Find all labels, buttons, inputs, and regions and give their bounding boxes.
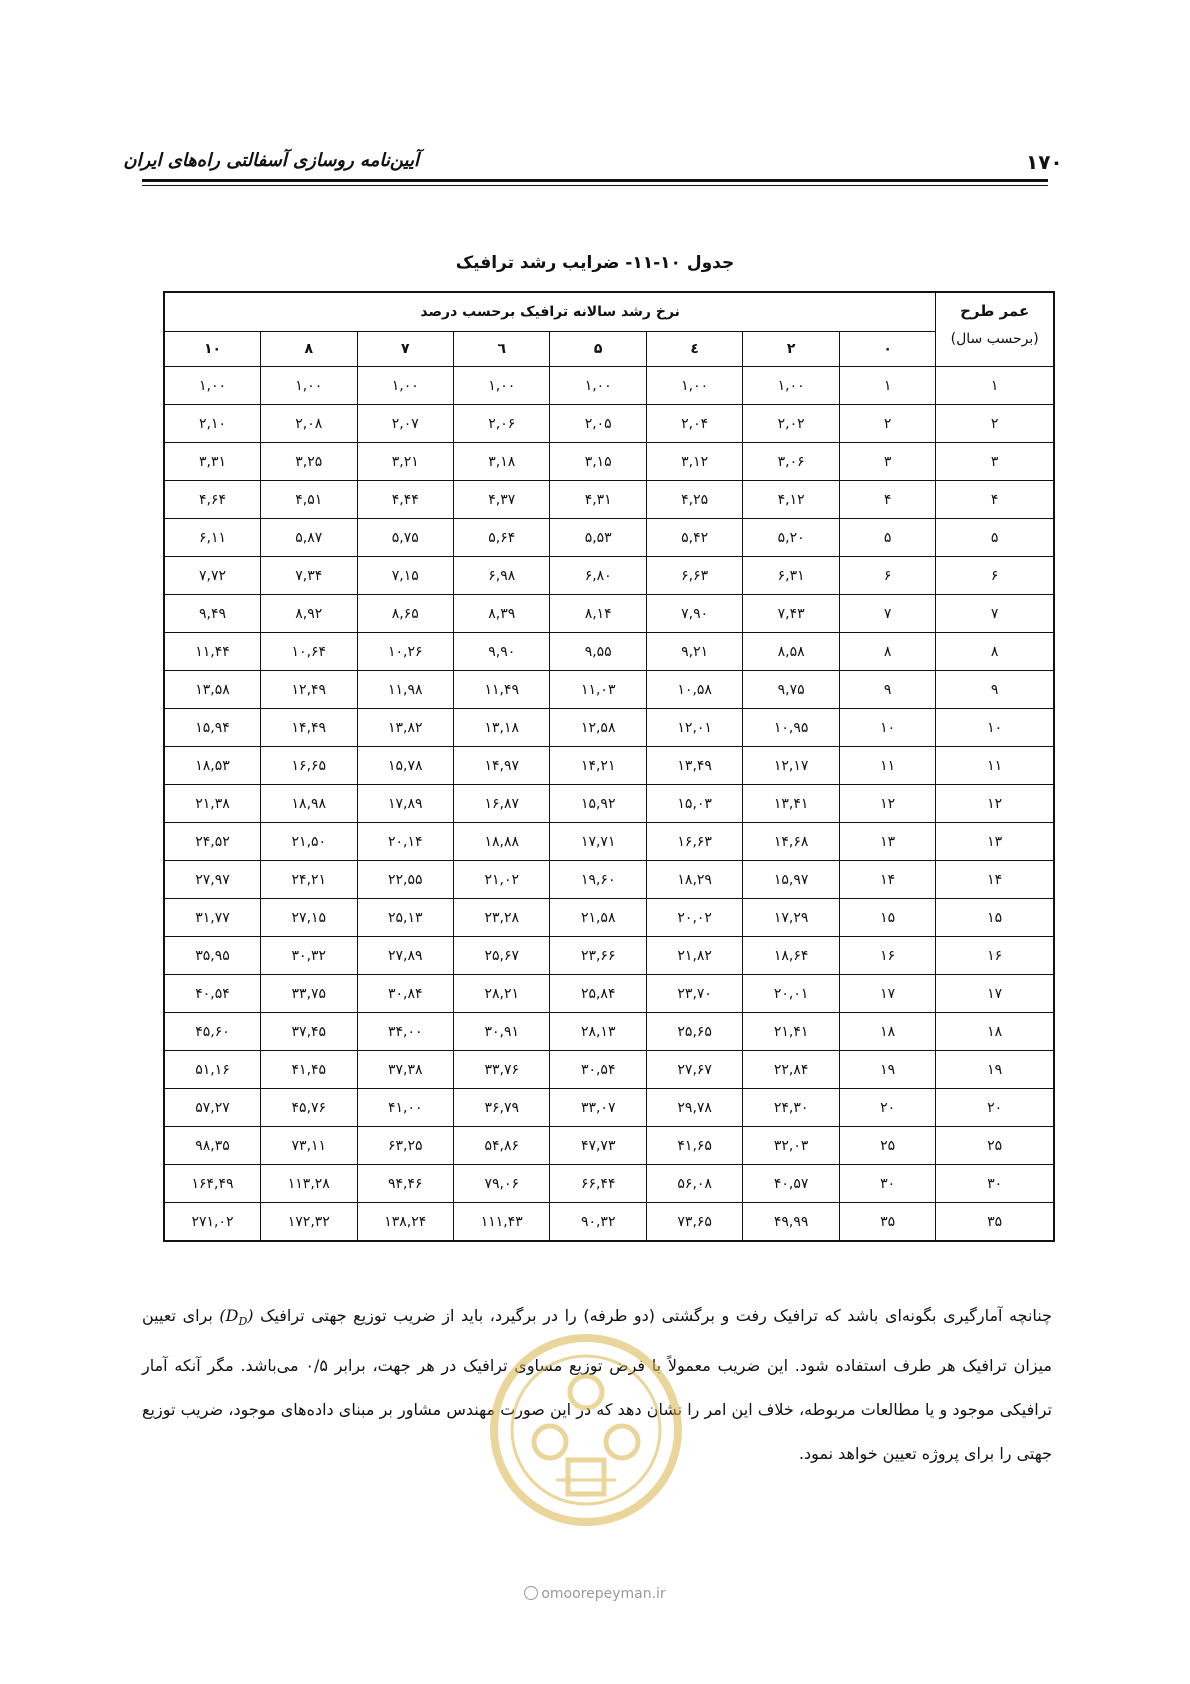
growth-factor-cell: ۳۲,۰۳ bbox=[743, 1127, 839, 1165]
growth-factor-cell: ۱۲ bbox=[839, 785, 935, 823]
design-life-cell: ۵ bbox=[936, 519, 1054, 557]
growth-factor-cell: ۱۹ bbox=[839, 1051, 935, 1089]
growth-factor-cell: ۱۴,۶۸ bbox=[743, 823, 839, 861]
growth-factor-cell: ۱۲,۰۱ bbox=[646, 709, 742, 747]
growth-factor-cell: ۲۳,۲۸ bbox=[454, 899, 550, 937]
growth-factor-cell: ۲۰,۰۱ bbox=[743, 975, 839, 1013]
growth-factor-cell: ۹,۴۹ bbox=[164, 595, 261, 633]
growth-factor-cell: ۱۸,۹۸ bbox=[261, 785, 357, 823]
growth-factor-cell: ۱۵,۹۴ bbox=[164, 709, 261, 747]
growth-factor-cell: ۵,۴۲ bbox=[646, 519, 742, 557]
growth-factor-cell: ۱۸ bbox=[839, 1013, 935, 1051]
rate-header-cell: ٦ bbox=[454, 332, 550, 367]
growth-factor-cell: ۲۹,۷۸ bbox=[646, 1089, 742, 1127]
growth-factor-cell: ۵۴,۸۶ bbox=[454, 1127, 550, 1165]
growth-factor-cell: ۱۷۲,۳۲ bbox=[261, 1203, 357, 1242]
growth-factor-cell: ۳۳,۷۵ bbox=[261, 975, 357, 1013]
rate-header-cell: ۵ bbox=[550, 332, 646, 367]
growth-factor-cell: ۱۸,۲۹ bbox=[646, 861, 742, 899]
growth-factor-cell: ۱۴,۴۹ bbox=[261, 709, 357, 747]
growth-factor-cell: ۱۸,۵۳ bbox=[164, 747, 261, 785]
design-life-cell: ۳ bbox=[936, 443, 1054, 481]
growth-factor-cell: ۶۳,۲۵ bbox=[357, 1127, 453, 1165]
table-row bbox=[164, 481, 1054, 519]
growth-factor-cell: ۲,۰۵ bbox=[550, 405, 646, 443]
growth-factor-cell: ۴,۳۱ bbox=[550, 481, 646, 519]
growth-factor-cell: ۲,۰۲ bbox=[743, 405, 839, 443]
growth-factor-cell: ۵,۷۵ bbox=[357, 519, 453, 557]
growth-factor-cell: ۱۲,۴۹ bbox=[261, 671, 357, 709]
growth-factor-cell: ۲,۰۸ bbox=[261, 405, 357, 443]
watermark-url-text: omoorepeyman.ir bbox=[541, 1586, 666, 1602]
growth-factor-cell: ۱,۰۰ bbox=[164, 367, 261, 405]
growth-factor-cell: ۲۷,۹۷ bbox=[164, 861, 261, 899]
table-row bbox=[164, 937, 1054, 975]
growth-factor-cell: ۵۷,۲۷ bbox=[164, 1089, 261, 1127]
growth-factor-cell: ۲۱,۰۲ bbox=[454, 861, 550, 899]
growth-factor-cell: ۳۰,۸۴ bbox=[357, 975, 453, 1013]
growth-factor-cell: ۹,۲۱ bbox=[646, 633, 742, 671]
growth-factor-cell: ۲۰,۱۴ bbox=[357, 823, 453, 861]
growth-factor-cell: ۱۵,۰۳ bbox=[646, 785, 742, 823]
growth-factor-cell: ۲۱,۵۰ bbox=[261, 823, 357, 861]
growth-factor-cell: ۲۷,۸۹ bbox=[357, 937, 453, 975]
growth-factor-cell: ۱۴ bbox=[839, 861, 935, 899]
year-column-unit: (برحسب سال) bbox=[950, 331, 1039, 347]
growth-factor-cell: ۴,۵۱ bbox=[261, 481, 357, 519]
growth-factor-cell: ۳,۲۱ bbox=[357, 443, 453, 481]
growth-factor-cell: ۱۶۴,۴۹ bbox=[164, 1165, 261, 1203]
table-row bbox=[164, 1203, 1054, 1242]
growth-factor-cell: ۱۳,۸۲ bbox=[357, 709, 453, 747]
growth-factor-cell: ۱۰ bbox=[839, 709, 935, 747]
growth-factor-cell: ۱۴,۹۷ bbox=[454, 747, 550, 785]
growth-factor-cell: ۱,۰۰ bbox=[357, 367, 453, 405]
design-life-cell: ۱۸ bbox=[936, 1013, 1054, 1051]
table-row bbox=[164, 671, 1054, 709]
page-number: ۱۷۰ bbox=[1026, 150, 1063, 174]
growth-factor-cell: ۸,۵۸ bbox=[743, 633, 839, 671]
growth-factor-cell: ۱۱,۰۳ bbox=[550, 671, 646, 709]
growth-factor-cell: ۵,۵۳ bbox=[550, 519, 646, 557]
growth-factor-cell: ۲ bbox=[839, 405, 935, 443]
growth-factor-cell: ۱۷,۲۹ bbox=[743, 899, 839, 937]
growth-factor-cell: ۲۴,۲۱ bbox=[261, 861, 357, 899]
growth-factor-cell: ۲۷۱,۰۲ bbox=[164, 1203, 261, 1242]
growth-factor-cell: ۷,۴۳ bbox=[743, 595, 839, 633]
growth-factor-cell: ۳,۱۸ bbox=[454, 443, 550, 481]
growth-factor-cell: ۱۰,۲۶ bbox=[357, 633, 453, 671]
watermark-seal bbox=[486, 1330, 686, 1530]
table-row bbox=[164, 1165, 1054, 1203]
growth-factor-cell: ۳۱,۷۷ bbox=[164, 899, 261, 937]
growth-factor-cell: ۳۳,۷۶ bbox=[454, 1051, 550, 1089]
design-life-cell: ۲۵ bbox=[936, 1127, 1054, 1165]
growth-factor-cell: ۱۱۱,۴۳ bbox=[454, 1203, 550, 1242]
growth-factor-cell: ۱۱,۹۸ bbox=[357, 671, 453, 709]
design-life-cell: ۱۲ bbox=[936, 785, 1054, 823]
table-body bbox=[164, 367, 1054, 1242]
growth-factor-cell: ۱۷,۸۹ bbox=[357, 785, 453, 823]
growth-factor-cell: ۸ bbox=[839, 633, 935, 671]
growth-factor-cell: ۴,۴۴ bbox=[357, 481, 453, 519]
growth-factor-cell: ۳۰,۵۴ bbox=[550, 1051, 646, 1089]
rate-header-cell: ۱۰ bbox=[164, 332, 261, 367]
design-life-cell: ۲۰ bbox=[936, 1089, 1054, 1127]
table-row bbox=[164, 595, 1054, 633]
growth-factor-cell: ۳۷,۴۵ bbox=[261, 1013, 357, 1051]
growth-factor-cell: ۲۳,۶۶ bbox=[550, 937, 646, 975]
rate-header-cell: ۰ bbox=[839, 332, 935, 367]
growth-factor-cell: ۳۰,۳۲ bbox=[261, 937, 357, 975]
growth-factor-cell: ۷,۱۵ bbox=[357, 557, 453, 595]
growth-factor-cell: ۸,۳۹ bbox=[454, 595, 550, 633]
table-row bbox=[164, 899, 1054, 937]
growth-factor-cell: ۱۵,۹۲ bbox=[550, 785, 646, 823]
growth-factor-cell: ۲۰ bbox=[839, 1089, 935, 1127]
directional-factor-symbol: $(D_D)$ bbox=[219, 1306, 254, 1329]
symbol-main: D bbox=[225, 1306, 239, 1325]
growth-factor-cell: ۳۰ bbox=[839, 1165, 935, 1203]
growth-factor-cell: ۹ bbox=[839, 671, 935, 709]
growth-factor-cell: ۲۵ bbox=[839, 1127, 935, 1165]
growth-factor-table bbox=[163, 291, 1055, 1242]
growth-factor-cell: ۱۱,۴۹ bbox=[454, 671, 550, 709]
growth-factor-cell: ۱۶,۸۷ bbox=[454, 785, 550, 823]
growth-factor-cell: ۳ bbox=[839, 443, 935, 481]
design-life-cell: ۱ bbox=[936, 367, 1054, 405]
growth-factor-cell: ۱۶ bbox=[839, 937, 935, 975]
growth-factor-cell: ۲۲,۸۴ bbox=[743, 1051, 839, 1089]
growth-factor-cell: ۶,۸۰ bbox=[550, 557, 646, 595]
growth-factor-cell: ۷۳,۱۱ bbox=[261, 1127, 357, 1165]
growth-factor-cell: ۳۳,۰۷ bbox=[550, 1089, 646, 1127]
growth-factor-cell: ۲۵,۶۷ bbox=[454, 937, 550, 975]
growth-factor-cell: ۸,۶۵ bbox=[357, 595, 453, 633]
paragraph-text-start: چنانچه آمارگیری بگونه‌ای باشد که ترافیک رفت و برگشتی (دو طرفه) را در برگیرد، باید از ضریب توزیع جهتی ترافیک bbox=[260, 1306, 1052, 1325]
growth-factor-cell: ۹۸,۳۵ bbox=[164, 1127, 261, 1165]
growth-factor-cell: ۱۰,۹۵ bbox=[743, 709, 839, 747]
growth-factor-cell: ۲۵,۱۳ bbox=[357, 899, 453, 937]
table-row bbox=[164, 557, 1054, 595]
growth-factor-cell: ۹۴,۴۶ bbox=[357, 1165, 453, 1203]
growth-factor-cell: ۳,۰۶ bbox=[743, 443, 839, 481]
growth-factor-cell: ۳,۲۵ bbox=[261, 443, 357, 481]
growth-factor-cell: ۳۰,۹۱ bbox=[454, 1013, 550, 1051]
growth-factor-cell: ۴۷,۷۳ bbox=[550, 1127, 646, 1165]
growth-factor-cell: ۱۳,۱۸ bbox=[454, 709, 550, 747]
growth-factor-cell: ۷,۹۰ bbox=[646, 595, 742, 633]
growth-factor-cell: ۱۱۳,۲۸ bbox=[261, 1165, 357, 1203]
design-life-cell: ۱۷ bbox=[936, 975, 1054, 1013]
growth-factor-cell: ۸,۹۲ bbox=[261, 595, 357, 633]
growth-factor-cell: ۱۰,۶۴ bbox=[261, 633, 357, 671]
growth-factor-cell: ۱,۰۰ bbox=[646, 367, 742, 405]
growth-factor-cell: ۱۳۸,۲۴ bbox=[357, 1203, 453, 1242]
growth-factor-cell: ۱۳,۴۹ bbox=[646, 747, 742, 785]
growth-factor-cell: ۴۱,۶۵ bbox=[646, 1127, 742, 1165]
design-life-cell: ۷ bbox=[936, 595, 1054, 633]
growth-factor-cell: ۸,۱۴ bbox=[550, 595, 646, 633]
design-life-cell: ۱۹ bbox=[936, 1051, 1054, 1089]
header-rule-thick bbox=[142, 179, 1048, 182]
growth-factor-cell: ۱۵,۷۸ bbox=[357, 747, 453, 785]
growth-factor-cell: ۴,۶۴ bbox=[164, 481, 261, 519]
growth-factor-cell: ۲۵,۶۵ bbox=[646, 1013, 742, 1051]
growth-factor-cell: ۲۷,۶۷ bbox=[646, 1051, 742, 1089]
growth-factor-cell: ۴,۳۷ bbox=[454, 481, 550, 519]
growth-factor-cell: ۱۸,۶۴ bbox=[743, 937, 839, 975]
growth-factor-cell: ۲۰,۰۲ bbox=[646, 899, 742, 937]
growth-factor-cell: ۷,۳۴ bbox=[261, 557, 357, 595]
growth-factor-cell: ۵,۶۴ bbox=[454, 519, 550, 557]
growth-factor-cell: ۱۵,۹۷ bbox=[743, 861, 839, 899]
growth-factor-cell: ۷,۷۲ bbox=[164, 557, 261, 595]
paragraph-text-rest: برای تعیین میزان ترافیک هر طرف استفاده شود. این ضریب معمولاً با فرض توزیع مساوی ترافیک در هر جهت، برابر ۰/۵ می‌باشد. مگر آنکه آمار ترافیکی موجود و یا مطالعات مربوطه، خلاف این امر را نشان دهد که در این صورت مهندس مشاور بر مبنای داده‌های موجود، ضریب توزیع جهتی را برای پروژه تعیین خواهد نمود. bbox=[142, 1306, 1052, 1464]
table-row bbox=[164, 709, 1054, 747]
design-life-cell: ۱۱ bbox=[936, 747, 1054, 785]
running-title: آیین‌نامه روسازی آسفالتی راه‌های ایران bbox=[123, 150, 419, 171]
design-life-cell: ۳۰ bbox=[936, 1165, 1054, 1203]
growth-factor-cell: ۱۲,۵۸ bbox=[550, 709, 646, 747]
table-row bbox=[164, 1051, 1054, 1089]
growth-factor-cell: ۳۴,۰۰ bbox=[357, 1013, 453, 1051]
table-title: جدول ۱۰-۱۱- ضرایب رشد ترافیک bbox=[455, 253, 735, 273]
table-row bbox=[164, 785, 1054, 823]
growth-factor-cell: ۱,۰۰ bbox=[261, 367, 357, 405]
rate-header-cell: ۲ bbox=[743, 332, 839, 367]
design-life-cell: ۶ bbox=[936, 557, 1054, 595]
table-row bbox=[164, 1013, 1054, 1051]
growth-factor-cell: ۱۲,۱۷ bbox=[743, 747, 839, 785]
growth-factor-cell: ۵,۸۷ bbox=[261, 519, 357, 557]
growth-factor-cell: ۱۴,۲۱ bbox=[550, 747, 646, 785]
rate-header-cell: ۷ bbox=[357, 332, 453, 367]
growth-factor-cell: ۱۳ bbox=[839, 823, 935, 861]
growth-factor-cell: ۱۷,۷۱ bbox=[550, 823, 646, 861]
design-life-cell: ۱۵ bbox=[936, 899, 1054, 937]
growth-factor-cell: ۲۷,۱۵ bbox=[261, 899, 357, 937]
rate-header-row bbox=[164, 332, 1054, 367]
growth-factor-cell: ۶,۶۳ bbox=[646, 557, 742, 595]
growth-factor-cell: ۷۳,۶۵ bbox=[646, 1203, 742, 1242]
growth-factor-cell: ۹۰,۳۲ bbox=[550, 1203, 646, 1242]
growth-factor-cell: ۱,۰۰ bbox=[454, 367, 550, 405]
growth-factor-cell: ۴۱,۴۵ bbox=[261, 1051, 357, 1089]
growth-factor-cell: ۴۰,۵۴ bbox=[164, 975, 261, 1013]
growth-factor-cell: ۲۳,۷۰ bbox=[646, 975, 742, 1013]
growth-factor-cell: ۳,۳۱ bbox=[164, 443, 261, 481]
growth-factor-cell: ۵۶,۰۸ bbox=[646, 1165, 742, 1203]
growth-factor-cell: ۴۵,۶۰ bbox=[164, 1013, 261, 1051]
growth-factor-cell: ۱,۰۰ bbox=[550, 367, 646, 405]
design-life-cell: ۱۶ bbox=[936, 937, 1054, 975]
rate-header-cell: ٤ bbox=[646, 332, 742, 367]
growth-factor-cell: ۲۸,۲۱ bbox=[454, 975, 550, 1013]
growth-factor-cell: ۲۲,۵۵ bbox=[357, 861, 453, 899]
growth-factor-cell: ۴,۱۲ bbox=[743, 481, 839, 519]
design-life-cell: ۲ bbox=[936, 405, 1054, 443]
growth-factor-cell: ۳۵ bbox=[839, 1203, 935, 1242]
growth-factor-cell: ۶,۳۱ bbox=[743, 557, 839, 595]
growth-factor-cell: ۲۵,۸۴ bbox=[550, 975, 646, 1013]
table-row bbox=[164, 1089, 1054, 1127]
growth-factor-cell: ۳۵,۹۵ bbox=[164, 937, 261, 975]
design-life-cell: ۱۴ bbox=[936, 861, 1054, 899]
design-life-cell: ۹ bbox=[936, 671, 1054, 709]
growth-factor-cell: ۲۱,۸۲ bbox=[646, 937, 742, 975]
growth-factor-cell: ۷۹,۰۶ bbox=[454, 1165, 550, 1203]
growth-factor-cell: ۳,۱۲ bbox=[646, 443, 742, 481]
growth-factor-cell: ۱,۰۰ bbox=[743, 367, 839, 405]
growth-factor-cell: ۲,۱۰ bbox=[164, 405, 261, 443]
growth-factor-cell: ۴ bbox=[839, 481, 935, 519]
growth-factor-cell: ۱۳,۴۱ bbox=[743, 785, 839, 823]
growth-factor-cell: ۴۱,۰۰ bbox=[357, 1089, 453, 1127]
growth-factor-cell: ۴۵,۷۶ bbox=[261, 1089, 357, 1127]
growth-factor-cell: ۶,۱۱ bbox=[164, 519, 261, 557]
growth-factor-cell: ۲,۰۷ bbox=[357, 405, 453, 443]
growth-factor-cell: ۱۹,۶۰ bbox=[550, 861, 646, 899]
growth-factor-cell: ۱۱,۴۴ bbox=[164, 633, 261, 671]
growth-factor-cell: ۵۱,۱۶ bbox=[164, 1051, 261, 1089]
rate-header-cell: ۸ bbox=[261, 332, 357, 367]
design-life-cell: ۴ bbox=[936, 481, 1054, 519]
growth-factor-cell: ۱۳,۵۸ bbox=[164, 671, 261, 709]
growth-factor-cell: ۶۶,۴۴ bbox=[550, 1165, 646, 1203]
table-row bbox=[164, 633, 1054, 671]
growth-factor-cell: ۱۶,۶۵ bbox=[261, 747, 357, 785]
growth-factor-cell: ۲۴,۵۲ bbox=[164, 823, 261, 861]
growth-factor-cell: ۲,۰۴ bbox=[646, 405, 742, 443]
rate-group-header: نرخ رشد سالانه ترافیک برحسب درصد bbox=[164, 292, 936, 332]
table-row bbox=[164, 367, 1054, 405]
growth-factor-cell: ۳۷,۳۸ bbox=[357, 1051, 453, 1089]
table-row bbox=[164, 823, 1054, 861]
growth-factor-cell: ۲۴,۳۰ bbox=[743, 1089, 839, 1127]
growth-factor-cell: ۲۱,۵۸ bbox=[550, 899, 646, 937]
growth-factor-cell: ۱۶,۶۳ bbox=[646, 823, 742, 861]
table-row bbox=[164, 519, 1054, 557]
table-row bbox=[164, 1127, 1054, 1165]
growth-factor-cell: ۲۸,۱۳ bbox=[550, 1013, 646, 1051]
design-life-cell: ۱۰ bbox=[936, 709, 1054, 747]
globe-icon bbox=[524, 1586, 538, 1600]
growth-factor-cell: ۱۵ bbox=[839, 899, 935, 937]
table-row bbox=[164, 747, 1054, 785]
growth-factor-cell: ۲,۰۶ bbox=[454, 405, 550, 443]
growth-factor-cell: ۳,۱۵ bbox=[550, 443, 646, 481]
year-column-title: عمر طرح bbox=[960, 302, 1030, 320]
growth-factor-cell: ۹,۵۵ bbox=[550, 633, 646, 671]
table-row bbox=[164, 405, 1054, 443]
growth-factor-cell: ۴۰,۵۷ bbox=[743, 1165, 839, 1203]
growth-factor-cell: ۵,۲۰ bbox=[743, 519, 839, 557]
header-rule-thin bbox=[142, 185, 1048, 186]
growth-factor-cell: ۴۹,۹۹ bbox=[743, 1203, 839, 1242]
growth-factor-cell: ۱۷ bbox=[839, 975, 935, 1013]
growth-factor-cell: ۱۸,۸۸ bbox=[454, 823, 550, 861]
growth-factor-cell: ۷ bbox=[839, 595, 935, 633]
growth-factor-cell: ۱۱ bbox=[839, 747, 935, 785]
symbol-subscript: D bbox=[238, 1315, 248, 1329]
growth-factor-cell: ۵ bbox=[839, 519, 935, 557]
table-row bbox=[164, 443, 1054, 481]
design-life-cell: ۱۳ bbox=[936, 823, 1054, 861]
growth-factor-cell: ۹,۷۵ bbox=[743, 671, 839, 709]
growth-factor-cell: ۹,۹۰ bbox=[454, 633, 550, 671]
growth-factor-cell: ۶ bbox=[839, 557, 935, 595]
table-row bbox=[164, 975, 1054, 1013]
watermark-url bbox=[0, 1586, 1190, 1602]
growth-factor-cell: ۶,۹۸ bbox=[454, 557, 550, 595]
growth-factor-cell: ۲۱,۳۸ bbox=[164, 785, 261, 823]
design-life-cell: ۳۵ bbox=[936, 1203, 1054, 1242]
table-row bbox=[164, 861, 1054, 899]
growth-factor-cell: ۱۰,۵۸ bbox=[646, 671, 742, 709]
growth-factor-cell: ۱ bbox=[839, 367, 935, 405]
growth-factor-cell: ۴,۲۵ bbox=[646, 481, 742, 519]
year-column-header bbox=[936, 292, 1054, 367]
design-life-cell: ۸ bbox=[936, 633, 1054, 671]
growth-factor-cell: ۳۶,۷۹ bbox=[454, 1089, 550, 1127]
growth-factor-cell: ۲۱,۴۱ bbox=[743, 1013, 839, 1051]
